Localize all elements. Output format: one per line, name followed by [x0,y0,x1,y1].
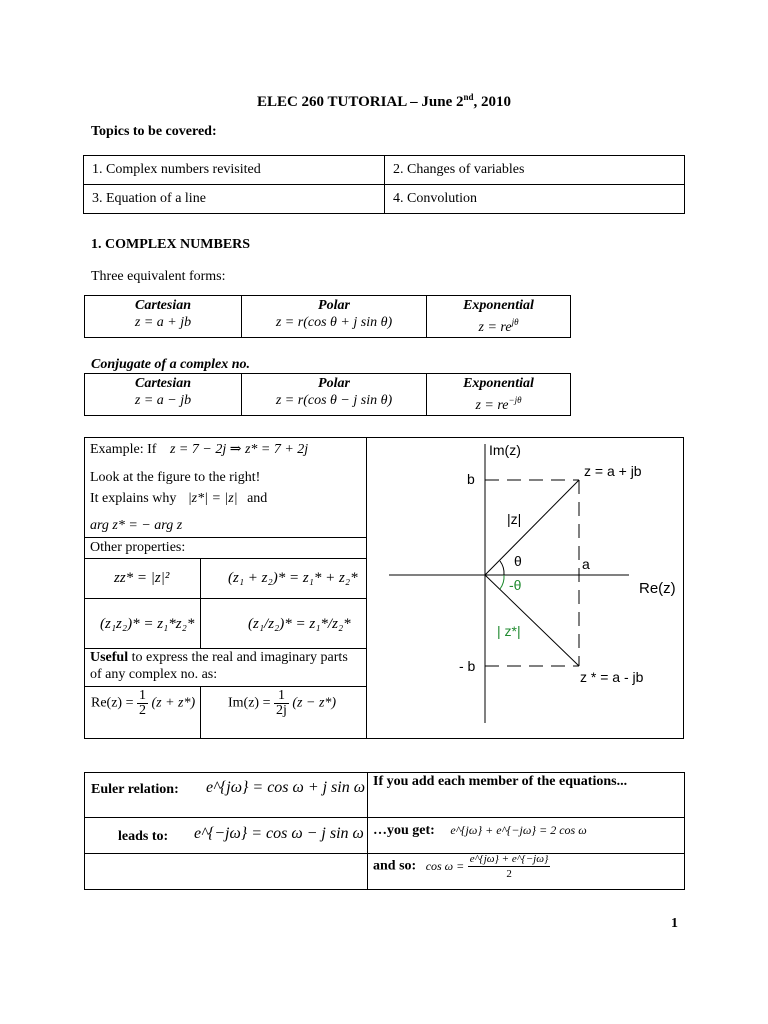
zconj-point-label: z * = a - jb [580,669,644,685]
form-name-exponential: Exponential [463,298,534,313]
form-name-cartesian: Cartesian [134,298,191,313]
modulus-label: |z| [507,511,522,527]
form-eq-cartesian: z = a + jb [134,315,192,330]
im-tail: (z − z*) [292,695,337,711]
example-eq: z = 7 − 2j ⇒ z* = 7 + 2j [169,442,309,457]
cos-lhs: cos ω = [425,858,465,873]
example-intro: Example: If [90,442,157,457]
vrule-reim [200,686,201,739]
useful-rest: to express the real and imaginary parts of any complex no. as: [90,650,348,682]
example-look: Look at the figure to the right! [90,470,261,485]
and-so-label: and so: [373,858,417,874]
section-heading: 1. COMPLEX NUMBERS [91,237,251,252]
topics-table [83,155,685,214]
conjugate-heading: Conjugate of a complex no. [91,357,251,372]
property-1: zz* = |z|² [114,570,170,586]
forms-intro: Three equivalent forms: [91,269,226,284]
euler-rule-1 [84,817,685,818]
page-number: 1 [671,916,678,931]
complex-plane-figure [367,438,683,738]
conj-eq-polar: z = r(cos θ − j sin θ) [275,393,393,408]
form-name-polar: Polar [318,298,350,313]
re-lhs: Re(z) = [91,695,134,711]
neg-theta-label: -θ [509,577,522,593]
example-and: and [247,491,268,506]
rule-3 [84,598,367,599]
title-sup: nd [463,92,474,102]
im-formula [228,689,336,718]
theta-arc [500,561,504,575]
you-get-label: …you get: [373,823,435,838]
form-eq-exponential: $z = re^{j\theta}$ [478,317,519,335]
euler-eq-1: e^{jω} = cos ω + j sin ω [206,779,366,796]
euler-eq-2: e^{−jω} = cos ω − j sin ω [194,825,364,842]
zconj-vector [485,575,579,666]
neg-theta-arc [500,575,504,589]
conj-name-polar: Polar [318,376,350,391]
im-fraction: $\frac{1}{2j}$ [276,688,287,718]
example-explains-line [90,491,267,507]
vrule-props [200,558,201,648]
conj-modulus-label: | z*| [497,623,521,639]
property-4: (z₁/z₂)* = z₁*/z₂* [248,616,351,632]
topic-3: 3. Equation of a line [84,185,385,214]
conj-eq-cartesian: z = a − jb [134,393,192,408]
topic-2: 2. Changes of variables [385,156,685,185]
re-axis-label: Re(z) [639,580,676,597]
page-title [0,92,768,111]
conj-name-cartesian: Cartesian [134,376,191,391]
im-lhs: Im(z) = [228,695,271,711]
you-get-line [373,823,587,839]
useful-text [90,649,360,683]
euler-vdivider [367,772,368,890]
conjugate-table [84,373,571,416]
neg-b-label: - b [459,658,476,674]
and-so-line [373,852,550,881]
re-fraction: $\frac{1}{2}$ [139,688,146,718]
form-eq-polar: z = r(cos θ + j sin θ) [275,315,393,330]
example-explains: It explains why [90,491,177,506]
property-3: (z₁z₂)* = z₁*z₂* [100,616,195,632]
re-tail: (z + z*) [151,695,196,711]
re-formula [91,689,195,718]
cos-fraction: $\frac{e\^{}\{j\omega\} + e\^{}\{-j\omega\}}{2}$ [469,853,549,880]
b-label: b [467,471,475,487]
topic-4: 4. Convolution [385,185,685,214]
topic-1: 1. Complex numbers revisited [84,156,385,185]
euler-label: Euler relation: [91,782,179,797]
im-axis-label: Im(z) [489,442,521,458]
example-explains-eq: |z*| = |z| [187,491,238,506]
rule-5 [84,686,367,687]
title-main: ELEC 260 TUTORIAL – June 2 [256,94,464,110]
rule-2 [84,558,367,559]
leads-to-label: leads to: [118,829,169,844]
rule-1 [84,537,367,538]
title-tail: , 2010 [473,94,512,110]
property-2: (z₁ + z₂)* = z₁* + z₂* [228,570,358,586]
conj-name-exponential: Exponential [463,376,534,391]
a-label: a [582,556,590,572]
z-point-label: z = a + jb [584,463,642,479]
add-members-text: If you add each member of the equations... [373,774,628,789]
useful-bold: Useful [90,650,129,665]
example-arg-eq: arg z* = − arg z [90,518,183,533]
topics-heading: Topics to be covered: [91,124,217,139]
conj-eq-exponential: $z = re^{-j\theta}$ [475,395,522,413]
z-vector [485,480,579,575]
sum-eq: e^{jω} + e^{−jω} = 2 cos ω [450,823,587,837]
theta-label: θ [514,553,522,569]
example-line [90,441,308,458]
other-properties: Other properties: [90,540,186,555]
forms-table [84,295,571,338]
